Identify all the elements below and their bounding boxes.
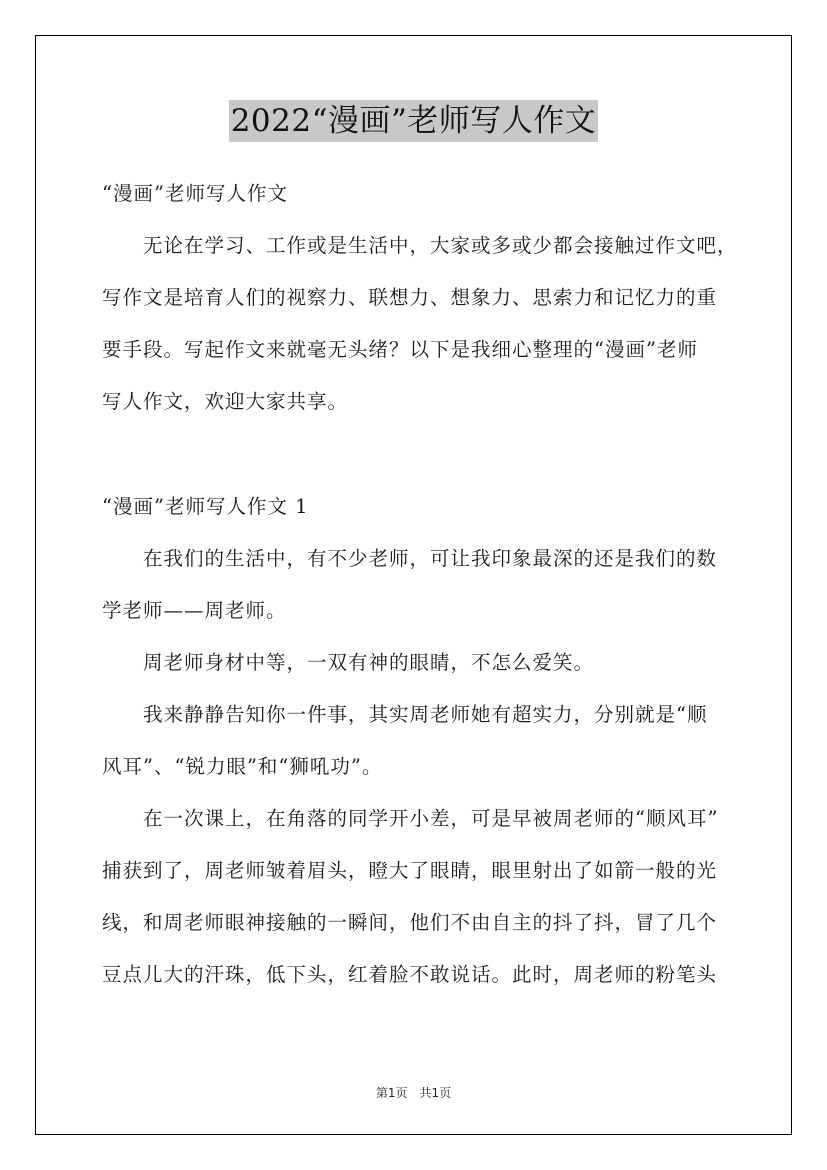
intro-line: 写人作文，欢迎大家共享。 — [102, 390, 349, 413]
body-line: 在一次课上，在角落的同学开小差，可是早被周老师的“顺风耳” — [143, 807, 719, 830]
body-line: 捕获到了，周老师皱着眉头，瞪大了眼睛，眼里射出了如箭一般的光 — [102, 859, 718, 882]
paragraph-gap — [102, 430, 732, 483]
body-line: 周老师身材中等，一双有神的眼睛，不怎么爱笑。 — [143, 651, 595, 674]
body-line: 线，和周老师眼神接触的一瞬间，他们不由自主的抖了抖，冒了几个 — [102, 911, 718, 934]
subtitle: “漫画”老师写人作文 — [102, 182, 288, 205]
intro-line: 要手段。写起作文来就毫无头绪？以下是我细心整理的“漫画”老师 — [102, 338, 698, 361]
page-number: 第1页 共1页 — [375, 1086, 452, 1100]
body-line: 豆点儿大的汗珠，低下头，红着脸不敢说话。此时，周老师的粉笔头 — [102, 963, 718, 986]
body-line: 风耳”、“锐力眼”和“狮吼功”。 — [102, 755, 383, 778]
body-line: 我来静静告知你一件事，其实周老师她有超实力，分别就是“顺 — [143, 703, 708, 726]
title-container — [0, 100, 827, 142]
intro-line: 写作文是培育人们的视察力、联想力、想象力、思索力和记忆力的重 — [102, 286, 718, 309]
intro-line: 无论在学习、工作或是生活中，大家或多或少都会接触过作文吧， — [143, 234, 738, 257]
body-line: 学老师——周老师。 — [102, 599, 287, 622]
section-heading: “漫画”老师写人作文 1 — [102, 495, 309, 518]
document-body — [102, 170, 738, 1003]
body-line: 在我们的生活中，有不少老师，可让我印象最深的还是我们的数 — [143, 547, 718, 570]
document-title: 2022“漫画”老师写人作文 — [229, 100, 599, 142]
